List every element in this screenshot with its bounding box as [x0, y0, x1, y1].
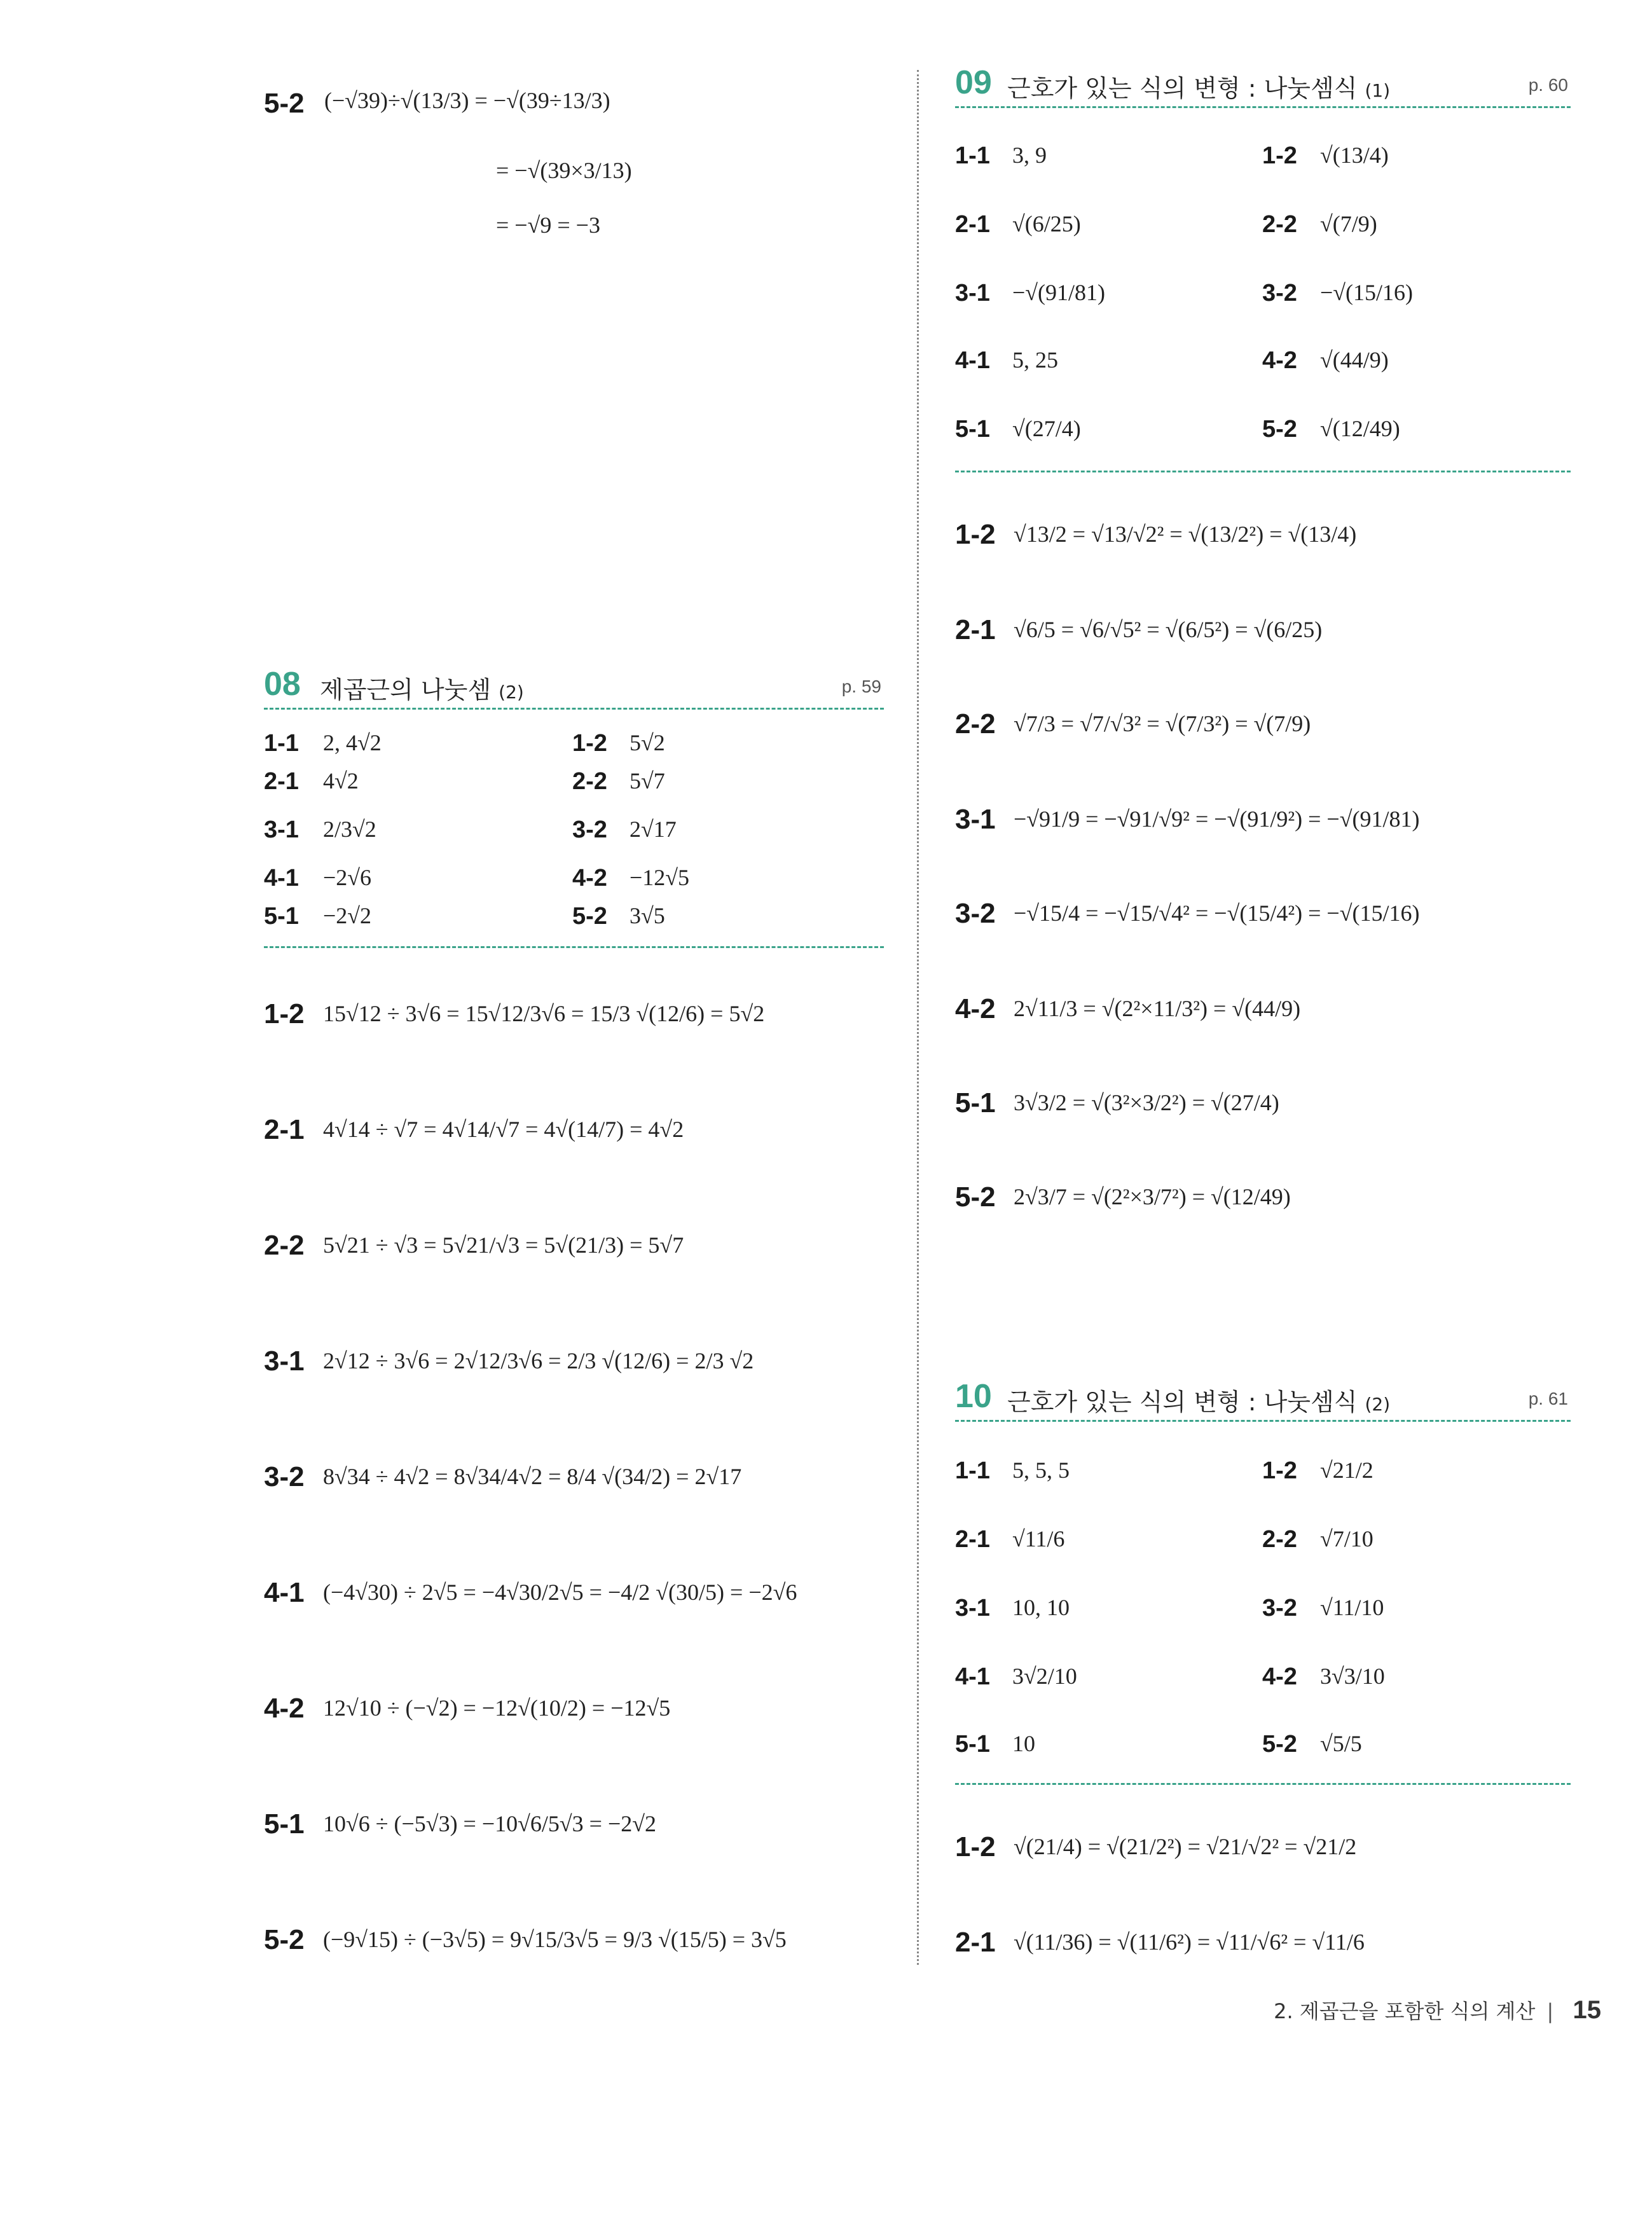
- s08-ans-label: 5-2: [572, 903, 607, 930]
- s10-ans-label: 1-1: [955, 1457, 990, 1484]
- s09-sol-value: 2√3/7 = √(2²×3/7²) = √(12/49): [1014, 1184, 1291, 1209]
- s08-ans-value: 2√17: [630, 816, 677, 842]
- column-divider: [917, 70, 919, 1965]
- s08-sol-label: 4-2: [264, 1693, 305, 1724]
- s10-sol-label: 1-2: [955, 1831, 996, 1862]
- s10-ans-label: 2-1: [955, 1526, 990, 1553]
- s09-ans-label: 4-1: [955, 347, 990, 374]
- section-09-header: [955, 64, 1571, 108]
- top-left-line-1: (−√39)÷√(13/3) = −√(39÷13/3): [324, 88, 610, 113]
- s08-ans-label: 1-1: [264, 730, 299, 757]
- top-left-line-3: = −√9 = −3: [496, 212, 600, 238]
- s10-ans-label: 1-2: [1262, 1457, 1297, 1484]
- s10-ans-value: √11/10: [1320, 1595, 1384, 1620]
- section-09-divider: [955, 471, 1571, 472]
- s09-ans-label: 1-2: [1262, 142, 1297, 169]
- section-10-page: p. 61: [1528, 1389, 1568, 1408]
- s08-ans-label: 1-2: [572, 730, 607, 757]
- s09-sol-label: 2-2: [955, 708, 996, 740]
- s10-ans-label: 5-1: [955, 1731, 990, 1758]
- s09-ans-label: 2-2: [1262, 211, 1297, 238]
- s09-ans-value: √(44/9): [1320, 347, 1389, 373]
- s09-ans-value: 3, 9: [1012, 142, 1047, 168]
- s09-ans-value: √(6/25): [1012, 211, 1081, 237]
- s08-sol-value: 12√10 ÷ (−√2) = −12√(10/2) = −12√5: [323, 1695, 671, 1721]
- s09-sol-value: √13/2 = √13/√2² = √(13/2²) = √(13/4): [1014, 521, 1357, 547]
- s10-ans-value: 5, 5, 5: [1012, 1457, 1070, 1483]
- top-left-label: 5-2: [264, 88, 305, 119]
- s10-ans-label: 4-2: [1262, 1663, 1297, 1690]
- s10-ans-label: 4-1: [955, 1663, 990, 1690]
- s10-ans-value: √7/10: [1320, 1526, 1373, 1552]
- s10-ans-value: √21/2: [1320, 1457, 1373, 1483]
- s09-sol-label: 3-2: [955, 898, 996, 929]
- s08-sol-value: (−4√30) ÷ 2√5 = −4√30/2√5 = −4/2 √(30/5) = −2√6: [323, 1580, 797, 1605]
- s08-ans-value: −12√5: [630, 865, 690, 890]
- top-left-line-2: = −√(39×3/13): [496, 158, 632, 183]
- s09-ans-value: 5, 25: [1012, 347, 1058, 373]
- section-09-number: 09: [955, 64, 992, 101]
- s08-ans-label: 4-2: [572, 865, 607, 891]
- s09-sol-label: 5-2: [955, 1181, 996, 1213]
- s08-sol-label: 2-2: [264, 1230, 305, 1261]
- section-08-page: p. 59: [841, 677, 881, 696]
- s08-sol-label: 1-2: [264, 998, 305, 1029]
- s10-ans-label: 3-1: [955, 1595, 990, 1621]
- s08-ans-value: 5√7: [630, 768, 665, 794]
- section-08-title: 제곱근의 나눗셈 (2): [320, 676, 524, 704]
- s08-ans-value: −2√6: [323, 865, 372, 890]
- s08-sol-value: 5√21 ÷ √3 = 5√21/√3 = 5√(21/3) = 5√7: [323, 1232, 684, 1258]
- s09-ans-label: 3-1: [955, 280, 990, 306]
- s10-ans-label: 3-2: [1262, 1595, 1297, 1621]
- s08-sol-value: 4√14 ÷ √7 = 4√14/√7 = 4√(14/7) = 4√2: [323, 1117, 684, 1142]
- s08-sol-value: 10√6 ÷ (−5√3) = −10√6/5√3 = −2√2: [323, 1811, 657, 1836]
- s09-sol-value: 3√3/2 = √(3²×3/2²) = √(27/4): [1014, 1090, 1279, 1115]
- s08-ans-label: 2-1: [264, 768, 299, 795]
- s09-sol-label: 1-2: [955, 519, 996, 550]
- s09-ans-value: √(27/4): [1012, 416, 1081, 441]
- s08-sol-label: 2-1: [264, 1114, 305, 1145]
- s08-ans-label: 3-1: [264, 816, 299, 843]
- s10-ans-value: 3√3/10: [1320, 1663, 1385, 1689]
- s08-sol-value: 15√12 ÷ 3√6 = 15√12/3√6 = 15/3 √(12/6) = 5√2: [323, 1001, 765, 1026]
- s08-sol-label: 4-1: [264, 1577, 305, 1608]
- s08-ans-label: 3-2: [572, 816, 607, 843]
- section-08-number: 08: [264, 666, 301, 703]
- s08-ans-value: 5√2: [630, 730, 665, 755]
- section-08-divider: [264, 946, 884, 948]
- s08-ans-value: 2/3√2: [323, 816, 376, 842]
- s08-sol-value: 2√12 ÷ 3√6 = 2√12/3√6 = 2/3 √(12/6) = 2/3 √2: [323, 1348, 754, 1373]
- s09-sol-value: −√91/9 = −√91/√9² = −√(91/9²) = −√(91/81): [1014, 806, 1420, 832]
- s08-sol-value: 8√34 ÷ 4√2 = 8√34/4√2 = 8/4 √(34/2) = 2√17: [323, 1464, 742, 1489]
- s08-sol-label: 3-1: [264, 1346, 305, 1377]
- s09-sol-label: 2-1: [955, 614, 996, 645]
- s09-ans-label: 2-1: [955, 211, 990, 238]
- s08-ans-label: 4-1: [264, 865, 299, 891]
- section-10-header: [955, 1377, 1571, 1422]
- s09-ans-label: 5-1: [955, 416, 990, 443]
- s09-ans-label: 3-2: [1262, 280, 1297, 306]
- s10-ans-label: 5-2: [1262, 1731, 1297, 1758]
- s10-ans-value: √11/6: [1012, 1526, 1065, 1552]
- s09-sol-value: √6/5 = √6/√5² = √(6/5²) = √(6/25): [1014, 617, 1323, 642]
- s10-sol-value: √(21/4) = √(21/2²) = √21/√2² = √21/2: [1014, 1834, 1357, 1859]
- section-10-divider: [955, 1783, 1571, 1785]
- s09-sol-value: 2√11/3 = √(2²×11/3²) = √(44/9): [1014, 996, 1301, 1021]
- s09-sol-value: −√15/4 = −√15/√4² = −√(15/4²) = −√(15/16): [1014, 900, 1420, 926]
- s10-sol-value: √(11/36) = √(11/6²) = √11/√6² = √11/6: [1014, 1929, 1365, 1955]
- footer-chapter: 2. 제곱근을 포함한 식의 계산: [1274, 1999, 1536, 2023]
- s10-ans-label: 2-2: [1262, 1526, 1297, 1553]
- s08-ans-label: 2-2: [572, 768, 607, 795]
- s09-ans-value: √(13/4): [1320, 142, 1389, 168]
- section-08-header: [264, 665, 884, 710]
- s08-sol-label: 3-2: [264, 1461, 305, 1492]
- s10-ans-value: √5/5: [1320, 1731, 1362, 1756]
- s10-ans-value: 10: [1012, 1731, 1035, 1756]
- s08-sol-label: 5-1: [264, 1808, 305, 1840]
- s09-ans-value: √(7/9): [1320, 211, 1377, 237]
- s08-ans-value: 4√2: [323, 768, 359, 794]
- s08-sol-label: 5-2: [264, 1924, 305, 1955]
- page-footer: 2. 제곱근을 포함한 식의 계산 | 15: [1274, 1996, 1601, 2024]
- s09-ans-value: −√(91/81): [1012, 280, 1106, 305]
- s08-ans-value: 2, 4√2: [323, 730, 382, 755]
- s09-sol-label: 3-1: [955, 804, 996, 835]
- s09-sol-label: 4-2: [955, 993, 996, 1024]
- footer-page-number: 15: [1573, 1996, 1601, 2024]
- s09-sol-label: 5-1: [955, 1087, 996, 1118]
- s09-ans-label: 4-2: [1262, 347, 1297, 374]
- s10-sol-label: 2-1: [955, 1927, 996, 1958]
- s09-ans-value: −√(15/16): [1320, 280, 1414, 305]
- s09-sol-value: √7/3 = √7/√3² = √(7/3²) = √(7/9): [1014, 711, 1311, 736]
- section-09-title: 근호가 있는 식의 변형 : 나눗셈식 (1): [1007, 74, 1391, 102]
- s10-ans-value: 3√2/10: [1012, 1663, 1077, 1689]
- section-10-number: 10: [955, 1378, 992, 1415]
- s08-ans-label: 5-1: [264, 903, 299, 930]
- s09-ans-label: 1-1: [955, 142, 990, 169]
- s10-ans-value: 10, 10: [1012, 1595, 1070, 1620]
- section-09-page: p. 60: [1528, 75, 1568, 95]
- s08-sol-value: (−9√15) ÷ (−3√5) = 9√15/3√5 = 9/3 √(15/5) = 3√5: [323, 1927, 787, 1952]
- s08-ans-value: −2√2: [323, 903, 372, 928]
- s08-ans-value: 3√5: [630, 903, 665, 928]
- s09-ans-value: √(12/49): [1320, 416, 1400, 441]
- s09-ans-label: 5-2: [1262, 416, 1297, 443]
- section-10-title: 근호가 있는 식의 변형 : 나눗셈식 (2): [1007, 1388, 1391, 1416]
